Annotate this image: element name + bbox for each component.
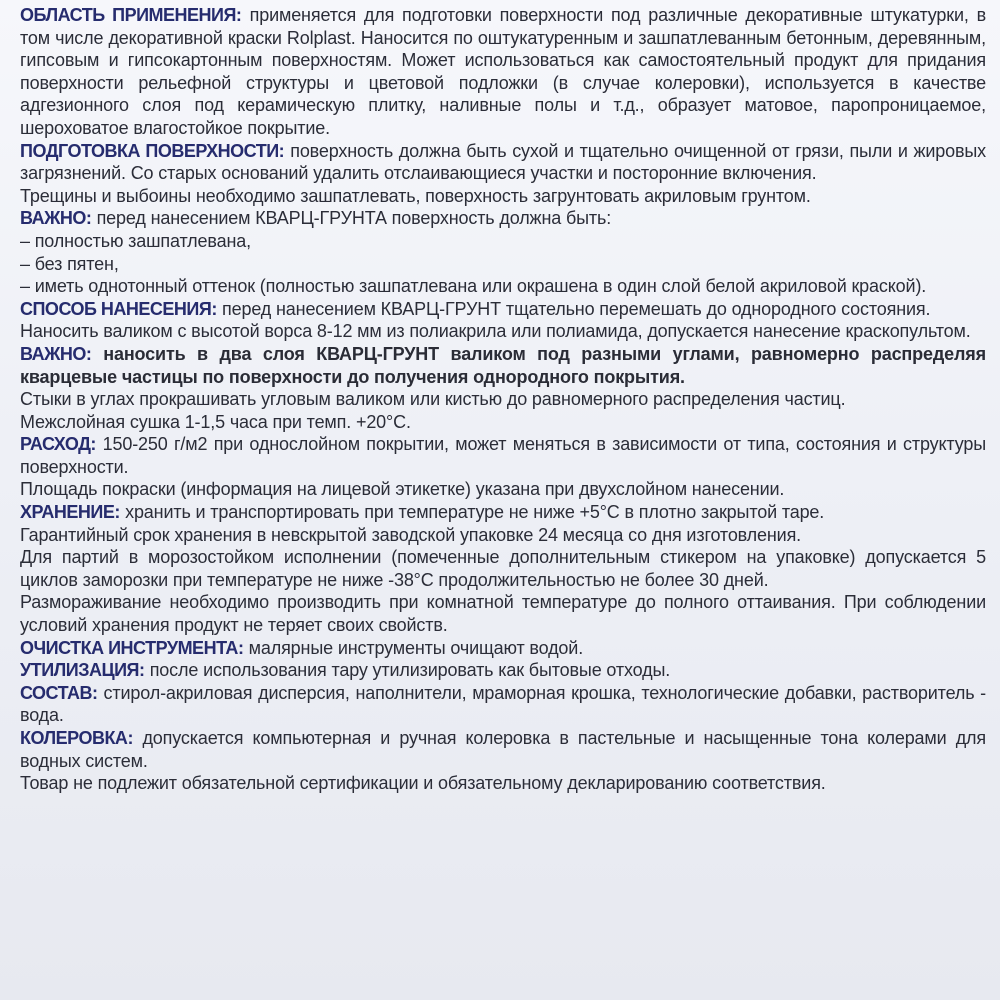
section-tinting: КОЛЕРОВКА: допускается компьютерная и ручная колеровка в пастельные и насыщенные тона колерами для водных систем. xyxy=(20,728,986,771)
section-text: малярные инструменты очищают водой. xyxy=(248,637,584,658)
section-composition: СОСТАВ: стирол-акриловая дисперсия, наполнители, мраморная крошка, технологические добавки, растворитель - вода. xyxy=(20,682,986,726)
section-paragraph: Размораживание необходимо производить при комнатной температуре до полного оттаивания. При соблюдении условий хранения продукт не теряет своих свойств. xyxy=(20,592,986,636)
section-text: применяется для подготовки поверхности под различные декоративные штукатурки, в том числе декоративной краски Rolplast. Наносится по оштукатуренным и зашпатлеванным бетонным, деревянным, гипсовым и гипсокартонным поверхностям. Может использоваться как самостоятельный продукт для придания поверхности рельефной структуры и цветовой подложки (в случае колеровки), используется в качестве адгезионного слоя под керамическую плитку, наливные полы и т.д., образует матовое, паропроницаемое, шероховатое влагостойкое покрытие. xyxy=(20,5,986,138)
section-heading: УТИЛИЗАЦИЯ xyxy=(20,660,139,681)
section-heading: РАСХОД xyxy=(20,434,91,455)
section-heading: ОБЛАСТЬ ПРИМЕНЕНИЯ xyxy=(20,5,236,25)
section-text: после использования тару утилизировать как бытовые отходы. xyxy=(149,660,671,681)
list-item: – иметь однотонный оттенок (полностью зашпатлевана или окрашена в один слой белой акриловой краской). xyxy=(20,276,927,297)
section-text: перед нанесением КВАРЦ-ГРУНТА поверхность должна быть: xyxy=(96,208,612,229)
section-important-2: ВАЖНО: наносить в два слоя КВАРЦ-ГРУНТ валиком под разными углами, равномерно распределяя кварцевые частицы по поверхности до получения однородного покрытия. xyxy=(20,343,986,387)
section-paragraph: Наносить валиком с высотой ворса 8-12 мм из полиакрила или полиамида, допускается нанесение краскопультом. xyxy=(20,321,971,342)
section-surface-prep: ПОДГОТОВКА ПОВЕРХНОСТИ: поверхность должна быть сухой и тщательно очищенной от грязи, пыли и жировых загрязнений. Со старых оснований удалить отслаивающиеся участки и посторонние включения. xyxy=(20,140,987,184)
section-heading: ПОДГОТОВКА ПОВЕРХНОСТИ xyxy=(20,140,279,161)
section-consumption: РАСХОД: 150-250 г/м2 при однослойном покрытии, может меняться в зависимости от типа, состояния и структуры поверхности. xyxy=(20,434,986,477)
section-paragraph: Площадь покраски (информация на лицевой этикетке) указана при двухслойном нанесении. xyxy=(20,479,785,500)
section-paragraph: Для партий в морозостойком исполнении (помеченные дополнительным стикером на упаковке) допускается 5 циклов заморозки при температуре не ниже -38°С продолжительностью не более 30 дней. xyxy=(20,547,986,590)
certification-note: Товар не подлежит обязательной сертификации и обязательному декларированию соответствия. xyxy=(20,773,826,794)
section-scope: ОБЛАСТЬ ПРИМЕНЕНИЯ: применяется для подготовки поверхности под различные декоративные штукатурки, в том числе декоративной краски Rolplast. Наносится по оштукатуренным и зашпатлеванным бетонным, деревянным, гипсовым и гипсокартонным поверхностям. Может использоваться как самостоятельный продукт для придания поверхности рельефной структуры и цветовой подложки (в случае колеровки), используется в качестве адгезионного слоя под керамическую плитку, наливные полы и т.д., образует матовое, паропроницаемое, шероховатое влагостойкое покрытие. xyxy=(20,5,986,138)
section-heading: ХРАНЕНИЕ xyxy=(20,502,115,523)
section-paragraph: Трещины и выбоины необходимо зашпатлевать, поверхность загрунтовать акриловым грунтом. xyxy=(20,185,811,206)
section-heading: СПОСОБ НАНЕСЕНИЯ xyxy=(20,298,212,319)
section-application: СПОСОБ НАНЕСЕНИЯ: перед нанесением КВАРЦ-ГРУНТ тщательно перемешать до однородного состояния. xyxy=(20,298,931,319)
section-tool-cleaning: ОЧИСТКА ИНСТРУМЕНТА: малярные инструменты очищают водой. xyxy=(20,637,584,658)
section-paragraph: Стыки в углах прокрашивать угловым валиком или кистью до равномерного распределения частиц. xyxy=(20,389,846,410)
section-text: хранить и транспортировать при температуре не ниже +5°С в плотно закрытой таре. xyxy=(125,502,825,523)
section-important-1: ВАЖНО: перед нанесением КВАРЦ-ГРУНТА поверхность должна быть: xyxy=(20,208,612,229)
list-item: – полностью зашпатлевана, xyxy=(20,230,251,251)
section-heading: ВАЖНО xyxy=(20,343,86,364)
section-text: стирол-акриловая дисперсия, наполнители, мраморная крошка, технологические добавки, растворитель - вода. xyxy=(20,682,986,726)
section-heading: ОЧИСТКА ИНСТРУМЕНТА xyxy=(20,637,238,658)
section-heading: СОСТАВ xyxy=(20,682,92,703)
list-item: – без пятен, xyxy=(20,253,119,274)
section-text: допускается компьютерная и ручная колеровка в пастельные и насыщенные тона колерами для водных систем. xyxy=(20,728,986,771)
section-storage: ХРАНЕНИЕ: хранить и транспортировать при температуре не ниже +5°С в плотно закрытой таре. xyxy=(20,502,825,523)
section-disposal: УТИЛИЗАЦИЯ: после использования тару утилизировать как бытовые отходы. xyxy=(20,660,671,681)
section-text: наносить в два слоя КВАРЦ-ГРУНТ валиком под разными углами, равномерно распределяя кварцевые частицы по поверхности до получения однородного покрытия. xyxy=(20,343,986,387)
section-paragraph: Гарантийный срок хранения в невскрытой заводской упаковке 24 месяца со дня изготовления. xyxy=(20,524,802,545)
section-paragraph: Межслойная сушка 1-1,5 часа при темп. +20°С. xyxy=(20,411,411,432)
section-text: перед нанесением КВАРЦ-ГРУНТ тщательно перемешать до однородного состояния. xyxy=(222,298,931,319)
section-heading: ВАЖНО xyxy=(20,208,86,229)
section-text: 150-250 г/м2 при однослойном покрытии, может меняться в зависимости от типа, состояния и структуры поверхности. xyxy=(20,434,986,477)
section-heading: КОЛЕРОВКА xyxy=(20,728,128,748)
section-text: поверхность должна быть сухой и тщательно очищенной от грязи, пыли и жировых загрязнений. Со старых оснований удалить отслаивающиеся участки и посторонние включения. xyxy=(20,140,987,184)
